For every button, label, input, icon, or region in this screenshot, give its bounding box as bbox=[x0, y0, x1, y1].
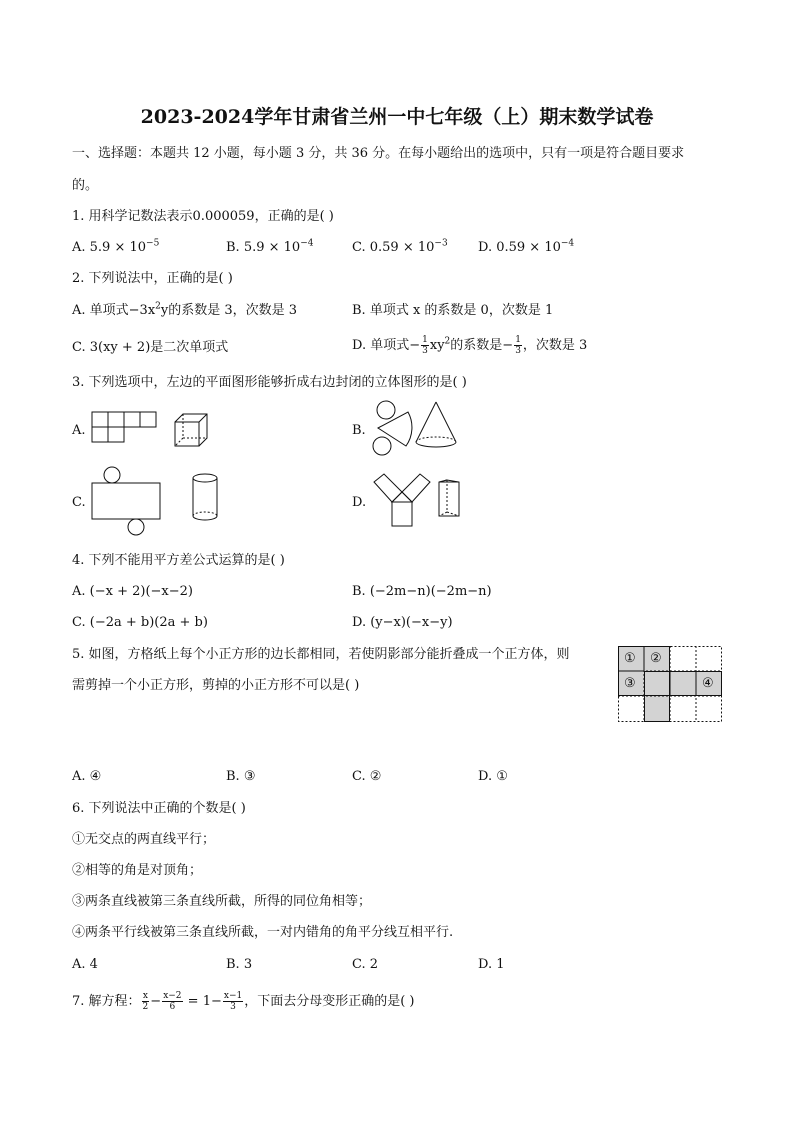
q6-option-d: D. 1 bbox=[478, 957, 505, 972]
q6-option-b: B. 3 bbox=[226, 957, 253, 972]
q3c-cylinder-figure bbox=[190, 472, 222, 526]
q5-option-a: A. ④ bbox=[72, 769, 102, 784]
q6-statement-1: ①无交点的两直线平行； bbox=[72, 832, 216, 847]
q5-stem-line1: 5. 如图，方格纸上每个小正方形的边长都相同，若使阴影部分能折叠成一个正方体，则 bbox=[72, 647, 570, 662]
q4-stem: 4. 下列不能用平方差公式运算的是( ) bbox=[72, 553, 285, 568]
q4-option-d: D. (y−x)(−x−y) bbox=[352, 615, 453, 630]
q3c-net-figure bbox=[90, 465, 165, 537]
q5-option-c: C. ② bbox=[352, 769, 382, 784]
grid-cell-1: ① bbox=[624, 651, 636, 666]
q6-option-a: A. 4 bbox=[72, 957, 98, 972]
q4-option-a: A. (−x + 2)(−x−2) bbox=[72, 584, 193, 599]
q1-option-a: A. $5.9 \times 10^{-5}$ bbox=[72, 238, 160, 255]
q3-stem: 3. 下列选项中，左边的平面图形能够折成右边封闭的立体图形的是( ) bbox=[72, 375, 467, 390]
section-heading-cont: 的。 bbox=[72, 178, 99, 193]
q1-option-b: B. $5.9 \times 10^{-4}$ bbox=[226, 238, 314, 255]
q6-statement-4: ④两条平行线被第三条直线所截，一对内错角的角平分线互相平行. bbox=[72, 925, 454, 940]
q3a-cube-figure bbox=[173, 412, 213, 448]
grid-cell-2: ② bbox=[650, 651, 662, 666]
q4-option-c: C. (−2a + b)(2a + b) bbox=[72, 615, 208, 630]
q3d-prism-figure bbox=[437, 478, 467, 522]
grid-cell-4: ④ bbox=[702, 676, 714, 691]
q6-option-c: C. 2 bbox=[352, 957, 379, 972]
q2-option-c: C. 3(xy + 2)是二次单项式 bbox=[72, 340, 229, 355]
q3d-net-figure bbox=[372, 472, 434, 530]
q2-option-b: B. 单项式 x 的系数是 0，次数是 1 bbox=[352, 303, 554, 318]
q5-option-d: D. ① bbox=[478, 769, 508, 784]
q3-option-a: A. bbox=[72, 423, 86, 438]
q2-option-a: A. 单项式$-3x^2y$的系数是 3，次数是 3 bbox=[72, 301, 298, 318]
q1-stem: 1. 用科学记数法表示0.000059，正确的是( ) bbox=[72, 209, 334, 224]
q6-statement-3: ③两条直线被第三条直线所截，所得的同位角相等； bbox=[72, 894, 372, 909]
q1-option-d: D. $0.59 \times 10^{-4}$ bbox=[478, 238, 575, 255]
q4-option-b: B. (−2m−n)(−2m−n) bbox=[352, 584, 492, 599]
q3-option-b: B. bbox=[352, 423, 366, 438]
grid-cell-3: ③ bbox=[624, 676, 636, 691]
q5-option-b: B. ③ bbox=[226, 769, 256, 784]
q1-option-c: C. $0.59 \times 10^{-3}$ bbox=[352, 238, 448, 255]
section-heading: 一、选择题：本题共 12 小题，每小题 3 分，共 36 分。在每小题给出的选项中，只有一项是符合题目要求 bbox=[72, 146, 685, 161]
q3-option-c: C. bbox=[72, 495, 86, 510]
q3b-cone-figure bbox=[412, 400, 462, 458]
q6-stem: 6. 下列说法中正确的个数是( ) bbox=[72, 801, 246, 816]
q5-stem-line2: 需剪掉一个小正方形，剪掉的小正方形不可以是( ) bbox=[72, 678, 360, 693]
q2-option-d: D. 单项式− $\frac{1}{3}$ $xy^2$的系数是− $\frac{1}{3}$ ，次数是 3 bbox=[352, 335, 588, 356]
q3-option-d: D. bbox=[352, 495, 367, 510]
q7-stem: 7. 解方程： $\frac{x}{2}$ − $\frac{x-2}{6}$ = 1− $\frac{x-1}{3}$ ，下面去分母变形正确的是( ) bbox=[72, 991, 415, 1012]
q2-stem: 2. 下列说法中，正确的是( ) bbox=[72, 271, 233, 286]
q6-statement-2: ②相等的角是对顶角； bbox=[72, 863, 203, 878]
page-title: 2023-2024学年甘肃省兰州一中七年级（上）期末数学试卷 bbox=[140, 106, 654, 128]
q5-grid-figure bbox=[618, 646, 722, 722]
